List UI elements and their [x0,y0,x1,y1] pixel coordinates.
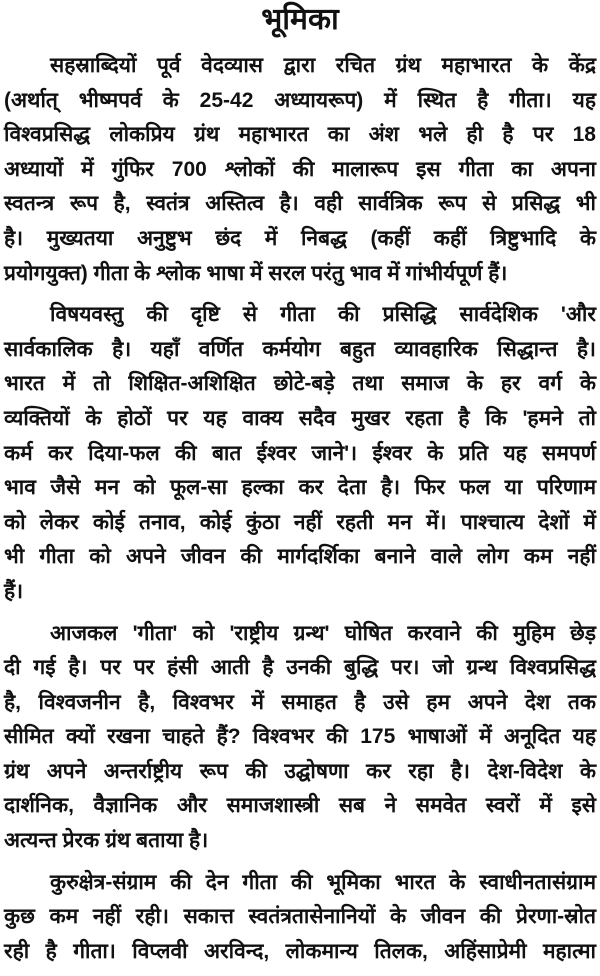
paragraph-2 [4,298,596,609]
page-title: भूमिका [261,3,339,36]
text-line: सीमित क्यों रखना चाहते हैं? विश्वभर की 175 भाषाओं में अनूदित यह [4,725,596,749]
text-line: है। मुख्यतया अनुष्टुभ छंद में निबद्ध (कहीं कहीं त्रिष्टुभादि के [4,226,596,250]
paragraph-3 [4,617,596,859]
text-line: दी गई है। पर पर हंसी आती है उनकी बुद्धि पर। जो ग्रन्थ विश्वप्रसिद्ध [4,656,596,680]
text-line: (अर्थात् भीष्मपर्व के 25-42 अध्यायरूप) में स्थित है गीता। यह [4,88,596,112]
text-line: स्वतन्त्र रूप है, स्वतंत्र अस्तित्व है। वही सार्वत्रिक रूप से प्रसिद्ध भी [4,192,596,216]
text-line: आजकल 'गीता' को 'राष्ट्रीय ग्रन्थ' घोषित करवाने की मुहिम छेड़ [50,621,596,645]
text-line: दार्शनिक, वैज्ञानिक और समाजशास्त्री सब ने समवेत स्वरों में इसे [4,794,596,818]
text-line: सहस्राब्दियों पूर्व वेदव्यास द्वारा रचित ग्रंथ महाभारत के केंद्र [50,54,596,77]
text-line: सार्वकालिक है। यहाँ वर्णित कर्मयोग बहुत व्यावहारिक सिद्धान्त है। [4,337,596,361]
text-line: प्रयोगयुक्त) गीता के श्लोक भाषा में सरल परंतु भाव में गांभीर्यपूर्ण हैं। [4,261,508,285]
text-line: अत्यन्त प्रेरक ग्रंथ बताया है। [4,829,209,853]
text-line: अध्यायों में गुंफिर 700 श्लोकों की मालारूप इस गीता का अपना [4,157,596,181]
text-line: कर्म कर दिया-फल की बात ईश्वर जाने'। ईश्वर के प्रति यह समपर्ण [4,441,596,465]
text-line: कुरुक्षेत्र-संग्राम की देन गीता की भूमिका भारत के स्वाधीनतासंग्राम [50,870,596,894]
text-line: है, विश्वजनीन है, विश्वभर में समाहत है उसे हम अपने देश तक [4,690,596,714]
paragraph-1 [4,49,596,291]
paragraph-4 [4,866,596,970]
text-line: विश्वप्रसिद्ध लोकप्रिय ग्रंथ महाभारत का अंश भले ही है पर 18 [4,123,596,147]
document-body [4,49,596,976]
text-line: कुछ कम नहीं रही। सकात्त स्वतंत्रतासेनानियों के जीवन की प्रेरणा-स्रोत [4,905,596,929]
text-line: रही है गीता। विप्लवी अरविन्द, लोकमान्य तिलक, अहिंसाप्रेमी महात्मा [4,939,596,963]
text-line: हैं। [4,579,24,603]
text-line: विषयवस्तु की दृष्टि से गीता की प्रसिद्धि सार्वदेशिक 'और [50,303,596,327]
text-line: को लेकर कोई तनाव, कोई कुंठा नहीं रहती मन में। पाश्चात्य देशों में [4,510,596,534]
text-line: भाव जैसे मन को फूल-सा हल्का कर देता है। फिर फल या परिणाम [4,476,596,500]
text-line: भी गीता को अपने जीवन की मार्गदर्शिका बनाने वाले लोग कम नहीं [4,545,596,569]
text-line: भारत में तो शिक्षित-अशिक्षित छोटे-बड़े तथा समाज के हर वर्ग के [4,372,596,396]
text-line: ग्रंथ अपने अन्तर्राष्ट्रीय रूप की उद्घोषणा कर रहा है। देश-विदेश के [4,759,596,783]
text-line: व्यक्तियों के होठों पर यह वाक्य सदैव मुखर रहता है कि 'हमने तो [4,406,596,430]
